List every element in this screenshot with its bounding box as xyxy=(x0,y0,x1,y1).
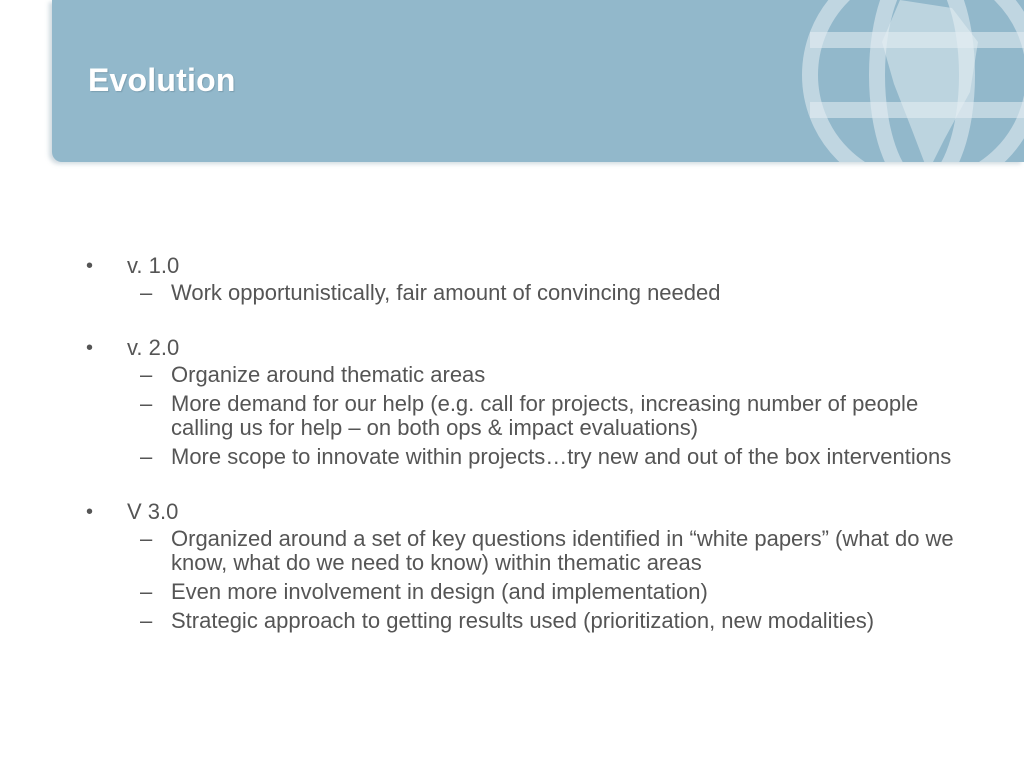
globe-icon xyxy=(782,0,1024,162)
bullet-dot: • xyxy=(86,255,94,277)
sub-dash: – xyxy=(140,608,153,633)
bullet-item xyxy=(0,498,1024,527)
sub-dash: – xyxy=(140,444,153,469)
sub-item xyxy=(0,363,1024,387)
sub-item-text: Even more involvement in design (and implementation) xyxy=(171,579,708,604)
sub-item xyxy=(0,609,1024,633)
bullet-group-v1 xyxy=(0,252,1024,305)
bullet-group-v2 xyxy=(0,334,1024,469)
sub-item xyxy=(0,445,1024,469)
bullet-dot: • xyxy=(86,501,94,523)
bullet-item xyxy=(0,334,1024,363)
sub-dash: – xyxy=(140,280,153,305)
sub-item-text: Organize around thematic areas xyxy=(171,362,486,387)
bullet-label: v. 2.0 xyxy=(127,335,180,360)
slide-title: Evolution xyxy=(88,62,236,98)
sub-item xyxy=(0,281,1024,305)
sub-item xyxy=(0,392,1024,440)
sub-item-text: More scope to innovate within projects…try new and out of the box interventions xyxy=(171,444,952,469)
bullet-label: V 3.0 xyxy=(127,499,179,524)
bullet-group-v3 xyxy=(0,498,1024,633)
sub-item xyxy=(0,527,1024,575)
sub-item-text: Strategic approach to getting results used (prioritization, new modalities) xyxy=(171,608,875,633)
sub-dash: – xyxy=(140,391,153,416)
bullet-item xyxy=(0,252,1024,281)
sub-dash: – xyxy=(140,526,153,551)
sub-item xyxy=(0,580,1024,604)
sub-dash: – xyxy=(140,579,153,604)
sub-item-text: More demand for our help (e.g. call for projects, increasing number of people calling us for help – on both ops & impact evaluations) xyxy=(171,391,919,440)
bullet-list xyxy=(0,252,1024,662)
sub-item-text: Organized around a set of key questions identified in “white papers” (what do we know, what do we need to know) within thematic areas xyxy=(171,526,954,575)
bullet-dot: • xyxy=(86,337,94,359)
bullet-label: v. 1.0 xyxy=(127,253,180,278)
sub-dash: – xyxy=(140,362,153,387)
sub-item-text: Work opportunistically, fair amount of convincing needed xyxy=(171,280,721,305)
